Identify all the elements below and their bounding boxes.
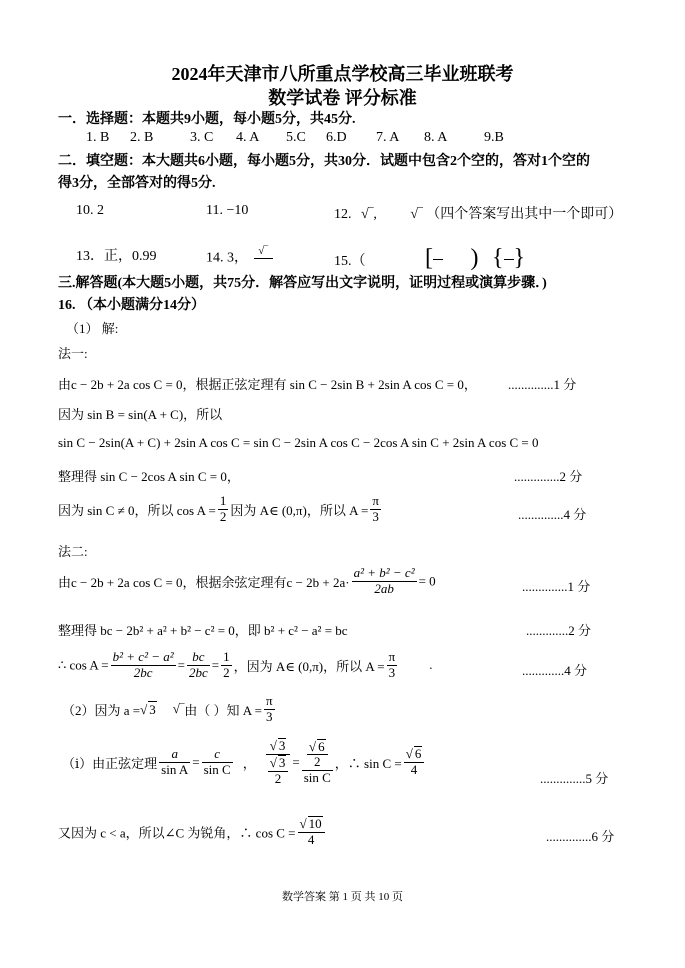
- part2i-text: （ⅰ）由正弦定理: [62, 755, 158, 771]
- method2-line3-text2: ，因为 A∈ (0,π)，所以 A =: [233, 658, 385, 674]
- answer-2: 2. B: [130, 130, 154, 145]
- fill-answer-15: [334, 245, 525, 272]
- method1-line4: 整理得 sin C − 2cos A sin C = 0，: [58, 469, 240, 484]
- method1-line2: 因为 sin B = sin(A + C)，所以: [58, 407, 223, 422]
- fraction-cosA-1-num: b² + c² − a²: [112, 649, 174, 664]
- fill-answer-12-note: （四个答案写出其中一个即可）: [426, 207, 623, 222]
- method2-line1-eq: = 0: [418, 573, 436, 589]
- method1-label: 法一:: [58, 346, 88, 361]
- fraction-pi-b-den: 3: [388, 664, 396, 680]
- fraction-sinC-value: $\frac{√ 6}{4}$: [404, 746, 425, 778]
- fraction-cosine-num: a² + b² − c²: [353, 565, 415, 580]
- part2i-line: （ⅰ）由正弦定理 $\frac{a}{\text{sin A}}$ = $\frac{c}{\text{sin C}}$ ， $\frac{√ 3}{\frac{√ 3}{2}}$ = $\frac{\frac{√ 6}{2}}{\text{sin C}}$ ，∴ sin C = $\frac{√ 6}{4}$: [62, 738, 426, 787]
- fraction-cosine-den: 2ab: [374, 580, 394, 596]
- fill-answer-11: 11. −10: [206, 203, 249, 218]
- method2-line3-text: ∴ cos A =: [58, 657, 109, 673]
- fraction-c-num: c: [202, 747, 233, 763]
- fraction-pi-c-num: π: [265, 693, 273, 708]
- section2-heading-cont: 得3分，全部答对的得5分.: [58, 176, 216, 191]
- exam-subtitle: 数学试卷 评分标准: [268, 88, 417, 108]
- exam-title: 2024年天津市八所重点学校高三毕业班联考: [171, 64, 514, 84]
- interval-bracket-left: [: [425, 245, 443, 271]
- section2-heading: 二．填空题：本大题共6小题，每小题5分，共30分．试题中包含2个空的，答对1个空的: [58, 154, 590, 169]
- last-line: [58, 816, 327, 848]
- two-den: 2: [274, 770, 282, 786]
- score-m2-4: .............4 分: [522, 663, 588, 678]
- fill-answer-14: [206, 245, 275, 271]
- fraction-half-num: 1: [219, 493, 227, 508]
- sqrt3-num: 3: [278, 738, 286, 753]
- fill-answer-13: 13．正，0.99: [76, 249, 157, 264]
- question16-heading: 16. （本小题满分14分）: [58, 298, 205, 313]
- answer-3: 3. C: [190, 130, 214, 145]
- score-m2-1: ..............1 分: [522, 579, 591, 594]
- fraction-pi-3-b: [387, 650, 398, 681]
- set-braces: { }: [492, 245, 526, 271]
- score-m2-2: .............2 分: [526, 623, 592, 638]
- sqrt-symbol-2: √‾: [410, 207, 423, 222]
- fill-answer-14-label: 14. 3，: [206, 250, 248, 266]
- fraction-complex-right: $\frac{\frac{√ 6}{2}}{\text{sin C}}$: [303, 738, 331, 786]
- fraction-pi-b-num: π: [388, 649, 396, 664]
- sqrt3-den: 3: [278, 754, 286, 770]
- answer-8: 8. A: [424, 130, 448, 145]
- method2-line3: ∴ cos A = $\frac{\text{b² + c² − a²}}{2bc}$ = $\frac{bc}{2bc}$ = $\frac{1}{2}$ ，因为 A∈ (0,π)，所以 A = $\frac{\pi}{3}$ .: [58, 649, 433, 680]
- section3-heading: 三.解答题(本大题5小题，共75分．解答应写出文字说明，证明过程或演算步骤．): [58, 276, 547, 291]
- fill-answer-15-label: 15.（: [334, 254, 366, 269]
- answer-7: 7. A: [376, 130, 400, 145]
- sqrt-symbol: √‾,: [361, 207, 377, 222]
- four-den: 4: [410, 762, 418, 778]
- fraction-pi-c-den: 3: [266, 708, 273, 724]
- part2i-text2: ，∴ sin C =: [334, 755, 402, 771]
- page-footer: 数学答案 第 1 页 共 10 页: [282, 891, 403, 903]
- score-2: ..............2 分: [514, 469, 583, 484]
- score-6: ..............6 分: [546, 829, 615, 844]
- method1-line3: sin C − 2sin(A + C) + 2sin A cos C = sin C − 2sin A cos C − 2cos A sin C + 2sin A cos C = 0: [58, 435, 539, 450]
- two-num: 2: [313, 754, 321, 770]
- method2-line2: 整理得 bc − 2b² + a² + b² − c² = 0，即 b² + c² − a² = bc: [58, 623, 348, 638]
- fraction-a-sinA: [159, 747, 190, 778]
- answer-9: 9.B: [484, 130, 504, 145]
- fraction-half-2: [221, 650, 232, 681]
- sqrt-symbol-3: √‾: [172, 701, 185, 717]
- four-den-2: 4: [307, 831, 315, 847]
- fraction-pi-num: π: [372, 493, 379, 508]
- fraction-c-sinC: [202, 747, 233, 778]
- part2-text: （2）因为 a =: [62, 702, 141, 718]
- fraction-half-2-num: 1: [223, 649, 230, 664]
- method1-line5: [58, 494, 383, 525]
- fraction-pi-3-c: [264, 694, 275, 725]
- fraction-cosA-2-num: bc: [187, 650, 210, 666]
- fraction-a-den: sin A: [161, 761, 189, 777]
- fill-answer-12: [334, 203, 622, 223]
- fraction-pi-den: 3: [372, 508, 379, 524]
- score-1: ..............1 分: [508, 377, 577, 392]
- fraction-sqrt: √‾: [255, 245, 271, 257]
- interval-paren-right: ): [470, 245, 479, 271]
- sqrt3-value: 3: [149, 701, 156, 717]
- section1-heading: 一．选择题：本题共9小题，每小题5分，共45分.: [58, 112, 356, 127]
- fraction-complex-left: $\frac{√ 3}{\frac{√ 3}{2}}$: [266, 738, 291, 787]
- fraction-cosA-1: [111, 650, 176, 681]
- part2-line: （2）因为 a =√ 3 √‾由（ ）知 A = $\frac{\pi}{3}$: [62, 693, 273, 724]
- method2-line1-text: 由c − 2b + 2a cos C = 0，根据余弦定理有c − 2b + 2a·: [58, 574, 350, 590]
- fraction-cosA-2-den: 2bc: [189, 664, 208, 680]
- method2-label: 法二:: [58, 544, 88, 559]
- sinC-den: sin C: [303, 770, 331, 786]
- last-line-text: 又因为 c < a，所以∠C 为锐角，∴ cos C =: [58, 825, 296, 841]
- answer-6: 6.D: [326, 130, 347, 145]
- fraction-half-den: 2: [219, 508, 227, 524]
- answer-5: 5.C: [286, 130, 306, 145]
- fraction-cosine-law: [352, 566, 417, 597]
- answer-4: 4. A: [236, 130, 260, 145]
- score-5: ..............5 分: [540, 771, 609, 786]
- method2-line1: [58, 566, 436, 597]
- part1-label: （1） 解:: [66, 321, 119, 336]
- method1-line1: 由c − 2b + 2a cos C = 0，根据正弦定理有 sin C − 2sin B + 2sin A cos C = 0，: [58, 377, 477, 392]
- fraction-c-den: sin C: [203, 761, 231, 777]
- method1-line5-text2: 因为 A∈ (0,π)，所以 A =: [230, 502, 369, 518]
- fill-answer-10: 10. 2: [76, 203, 104, 218]
- fraction-a-num: a: [159, 747, 190, 763]
- fill-answer-12-label: 12.: [334, 207, 352, 222]
- method1-line5-text: 因为 sin C ≠ 0，所以 cos A =: [58, 502, 216, 518]
- fraction-half-2-den: 2: [223, 664, 230, 680]
- sqrt6-sinC: 6: [414, 746, 422, 762]
- sqrt6-num: 6: [318, 738, 325, 754]
- fraction-pi-3: [370, 494, 381, 525]
- fraction-cosC-value: $\frac{√ 10}{4}$: [298, 816, 325, 848]
- score-4: ..............4 分: [518, 507, 587, 522]
- answer-1: 1. B: [86, 130, 110, 145]
- fraction-cosA-2: [187, 650, 210, 681]
- fraction-cosA-1-den: 2bc: [133, 664, 153, 680]
- fraction-half: [218, 494, 229, 525]
- part2-text2: 由（ ）知 A =: [184, 702, 262, 718]
- sqrt10-value: 10: [308, 816, 322, 831]
